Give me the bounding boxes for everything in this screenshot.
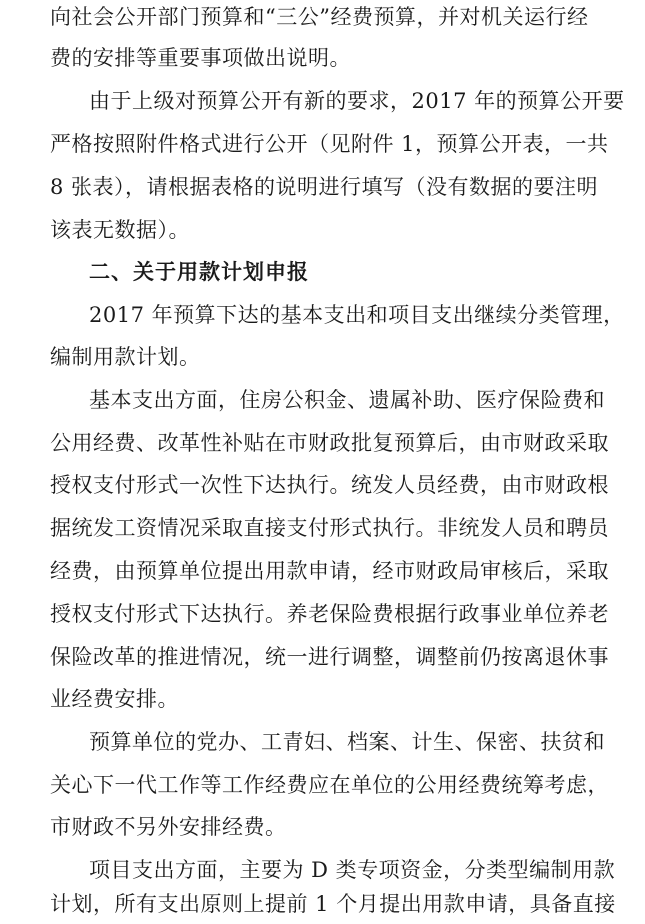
- body-line: 市财政不另外安排经费。: [50, 815, 287, 839]
- body-line: 计划，所有支出原则上提前 1 个月提出用款申请，具备直接: [50, 892, 616, 916]
- body-line: 关心下一代工作等工作经费应在单位的公用经费统筹考虑，: [50, 773, 609, 797]
- body-line: 授权支付形式下达执行。养老保险费根据行政事业单位养老: [50, 602, 609, 626]
- body-line: 授权支付形式一次性下达执行。统发人员经费，由市财政根: [50, 473, 609, 497]
- body-line: 费的安排等重要事项做出说明。: [50, 46, 351, 70]
- body-line: 严格按照附件格式进行公开（见附件 1，预算公开表，一共: [50, 132, 609, 156]
- body-line: 经费，由预算单位提出用款申请，经市财政局审核后，采取: [50, 559, 609, 583]
- body-line: 8 张表），请根据表格的说明进行填写（没有数据的要注明: [50, 175, 599, 199]
- body-line: 编制用款计划。: [50, 345, 201, 369]
- body-line: 由于上级对预算公开有新的要求，2017 年的预算公开要: [89, 89, 625, 113]
- body-line: 公用经费、改革性补贴在市财政批复预算后，由市财政采取: [50, 431, 609, 455]
- body-line: 预算单位的党办、工青妇、档案、计生、保密、扶贫和: [89, 730, 605, 754]
- body-line: 该表无数据）。: [50, 218, 190, 242]
- body-line: 保险改革的推进情况，统一进行调整，调整前仍按离退休事: [50, 645, 609, 669]
- body-line: 向社会公开部门预算和“三公”经费预算，并对机关运行经: [50, 5, 589, 29]
- body-line: 业经费安排。: [50, 687, 179, 711]
- body-line: 据统发工资情况采取直接支付形式执行。非统发人员和聘员: [50, 516, 609, 540]
- body-line: 项目支出方面，主要为 D 类专项资金，分类型编制用款: [89, 858, 616, 882]
- body-line: 2017 年预算下达的基本支出和项目支出继续分类管理，: [89, 303, 625, 327]
- body-line: 基本支出方面，住房公积金、遗属补助、医疗保险费和: [89, 388, 605, 412]
- section-heading: 二、关于用款计划申报: [89, 260, 309, 284]
